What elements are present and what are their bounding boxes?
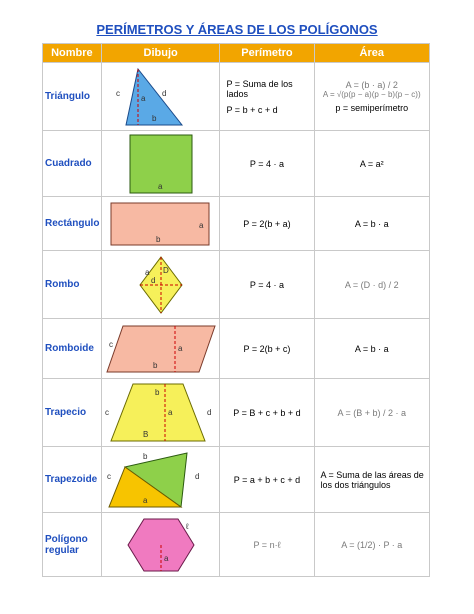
row-name: Trapezoide — [43, 447, 102, 513]
perimeter-line-1: P = Suma de los lados — [226, 78, 293, 99]
label-c: c — [104, 407, 109, 417]
trapezoid-area: A = (B + b) / 2 · a — [314, 379, 430, 447]
page-title: PERÍMETROS Y ÁREAS DE LOS POLÍGONOS — [96, 22, 378, 37]
header-drawing: Dibujo — [101, 44, 220, 63]
trapezoid-irregular-drawing — [101, 447, 220, 513]
triangle-drawing — [101, 63, 220, 131]
label-c: c — [108, 339, 113, 349]
row-name: Rectángulo — [43, 197, 102, 251]
label-a: a — [167, 407, 173, 417]
label-a: a — [198, 220, 204, 230]
formulas-table — [42, 43, 430, 577]
square-area: A = a² — [314, 131, 430, 197]
header-name: Nombre — [43, 44, 102, 63]
label-a: a — [140, 93, 146, 103]
area-line-1: A = (b · a) / 2 — [345, 80, 398, 90]
row-name: Polígono regular — [43, 513, 102, 577]
row-trapezoid-irregular — [43, 447, 430, 513]
regular-polygon-drawing — [101, 513, 220, 577]
row-name: Cuadrado — [43, 131, 102, 197]
label-B: B — [142, 429, 148, 439]
triangle-area — [314, 63, 430, 131]
area-line-3: p = semiperímetro — [335, 103, 409, 113]
trapezoid-drawing — [101, 379, 220, 447]
label-b: b — [154, 387, 160, 397]
row-name: Trapecio — [43, 379, 102, 447]
trapezoid-perimeter: P = B + c + b + d — [220, 379, 314, 447]
label-a: a — [163, 553, 169, 563]
row-rectangle — [43, 197, 430, 251]
square-drawing — [101, 131, 220, 197]
rhombus-area: A = (D · d) / 2 — [314, 251, 430, 319]
row-rhomboid — [43, 319, 430, 379]
label-a: a — [177, 343, 183, 353]
rectangle-area: A = b · a — [314, 197, 430, 251]
row-name: Triángulo — [43, 63, 102, 131]
row-name: Rombo — [43, 251, 102, 319]
header-row — [43, 44, 430, 63]
row-rhombus — [43, 251, 430, 319]
label-b: b — [151, 113, 157, 123]
row-name: Romboide — [43, 319, 102, 379]
header-area: Área — [314, 44, 430, 63]
regular-polygon-perimeter: P = n·ℓ — [220, 513, 314, 577]
row-trapezoid — [43, 379, 430, 447]
label-a: a — [157, 181, 163, 191]
triangle-perimeter — [220, 63, 314, 131]
row-triangle — [43, 63, 430, 131]
rhomboid-drawing — [101, 319, 220, 379]
label-c: c — [115, 88, 120, 98]
label-d: d — [206, 407, 212, 417]
square-perimeter: P = 4 · a — [220, 131, 314, 197]
rhomboid-perimeter: P = 2(b + c) — [220, 319, 314, 379]
label-d: d — [161, 88, 167, 98]
row-regular-polygon — [43, 513, 430, 577]
trapezoid-irregular-area: A = Suma de las áreas de los dos triángulos — [314, 447, 430, 513]
rhombus-drawing — [101, 251, 220, 319]
label-l: ℓ — [185, 521, 189, 531]
header-perimeter: Perímetro — [220, 44, 314, 63]
label-b: b — [152, 360, 158, 370]
label-d: d — [194, 471, 200, 481]
regular-polygon-area: A = (1/2) · P · a — [314, 513, 430, 577]
rectangle-drawing — [101, 197, 220, 251]
perimeter-line-2: P = b + c + d — [226, 104, 278, 115]
label-d: d — [150, 275, 156, 285]
label-c: c — [106, 471, 111, 481]
label-b: b — [142, 451, 148, 461]
rectangle-perimeter: P = 2(b + a) — [220, 197, 314, 251]
rhomboid-area: A = b · a — [314, 319, 430, 379]
label-a: a — [142, 495, 148, 505]
label-a: a — [144, 267, 150, 277]
trapezoid-irregular-perimeter: P = a + b + c + d — [220, 447, 314, 513]
label-D: D — [162, 265, 169, 275]
label-b: b — [155, 234, 161, 244]
row-square — [43, 131, 430, 197]
area-line-2: A = √(p(p − a)(p − b)(p − c)) — [322, 90, 421, 99]
rhombus-perimeter: P = 4 · a — [220, 251, 314, 319]
